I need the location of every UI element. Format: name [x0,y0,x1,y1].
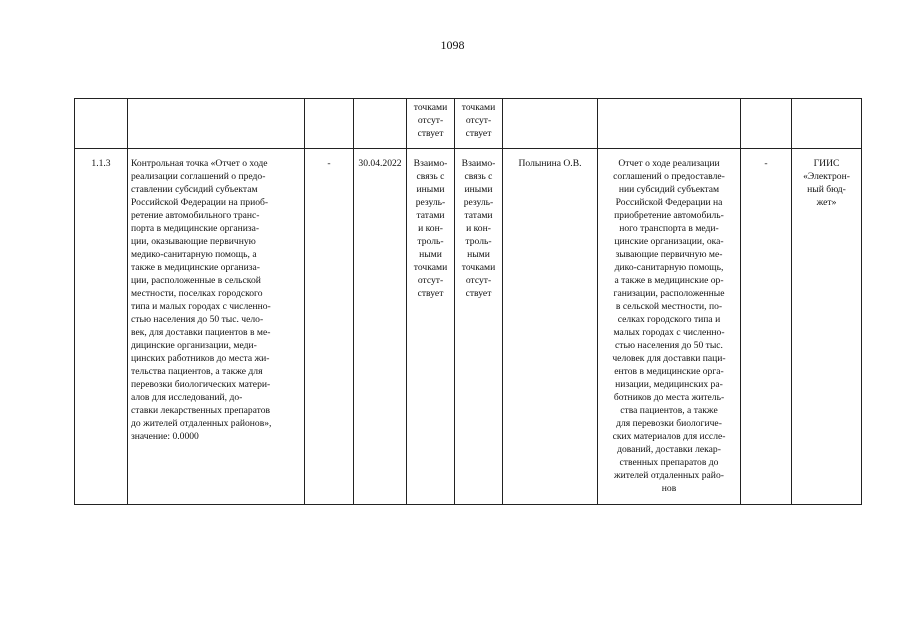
cell-description: Контрольная точка «Отчет о ходе реализации соглашений о предо- ставлении субсидий субъектам Российской Федерации на приоб- ретение автомобильного транс- порта в медицинские организа- ции, оказывающие первичную медико-санитарную помощь, а также в медицинские организа- ции, расположенные в сельской местности, поселках городского типа и малых городах с численно- стью населения до 50 тыс. чело- век, для доставки пациентов в ме- дицинские организации, меди- цинских работников до места жи- тельства пациентов, а также для перевозки биологических матери- алов для исследований, до- ставки лекарственных препаратов до жителей отдаленных районов», значение: 0.0000 [128,149,305,505]
plan-table [74,98,862,505]
cell-number: 1.1.3 [75,149,128,505]
cell-successor: точками отсут- ствует [455,99,503,149]
cell-start-date [305,99,354,149]
cell-result [598,99,741,149]
cell-result: Отчет о ходе реализации соглашений о предоставле- нии субсидий субъектам Российской Федерации на приобретение автомобиль- ного транспорта в меди- цинские организации, ока- зывающие первичную ме- дико-санитарную помощь, а также в медицинские ор- ганизации, расположенные в сельской местности, по- селках городского типа и малых городах с численно- стью населения до 50 тыс. человек для доставки паци- ентов в медицинские орга- низации, медицинских ра- ботников до места житель- ства пациентов, а также для перевозки биологиче- ских материалов для иссле- дований, доставки лекар- ственных препаратов до жителей отдаленных райо- нов [598,149,741,505]
cell-end-date [354,99,407,149]
cell-predecessor: точками отсут- ствует [407,99,455,149]
cell-number [75,99,128,149]
cell-successor: Взаимо- связь с иными резуль- татами и кон- троль- ными точками отсут- ствует [455,149,503,505]
cell-description [128,99,305,149]
table-row-continuation [75,99,862,149]
cell-end-date: 30.04.2022 [354,149,407,505]
cell-level: - [741,149,792,505]
cell-responsible: Полынина О.В. [503,149,598,505]
cell-level [741,99,792,149]
cell-system [792,99,862,149]
cell-responsible [503,99,598,149]
cell-predecessor: Взаимо- связь с иными резуль- татами и кон- троль- ными точками отсут- ствует [407,149,455,505]
cell-system: ГИИС «Электрон- ный бюд- жет» [792,149,862,505]
table-row [75,149,862,505]
cell-start-date: - [305,149,354,505]
page-number: 1098 [440,38,465,52]
